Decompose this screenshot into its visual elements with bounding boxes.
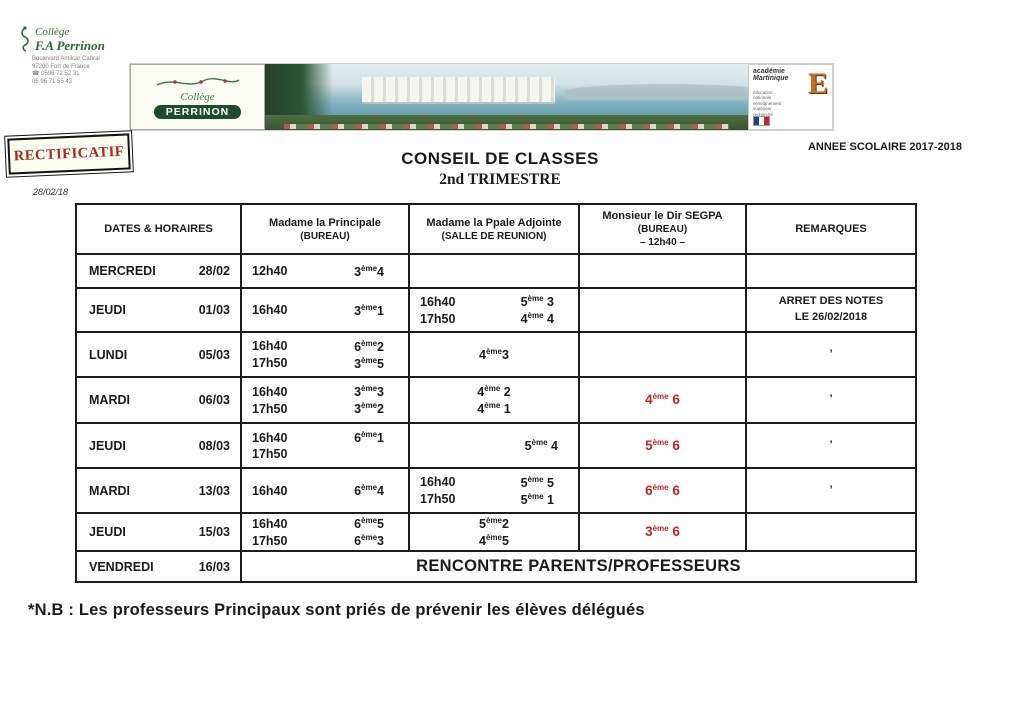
- cell-day: MERCREDI: [89, 264, 156, 279]
- academie-small-line: nationale: [753, 95, 772, 101]
- academie-label: académie: [753, 68, 785, 75]
- cell-segpa: [579, 288, 746, 332]
- footer-note: *N.B : Les professeurs Principaux sont priés de prévenir les élèves délégués: [28, 601, 645, 619]
- banner-school-name: PERRINON: [154, 105, 241, 119]
- cell-segpa: [579, 254, 746, 288]
- academie-small-line: recherche: [753, 111, 774, 117]
- entry-class: 4ème 4: [520, 311, 554, 327]
- schedule-entry: [410, 532, 578, 549]
- entry-class: 4ème3: [479, 347, 509, 363]
- schedule-entry: [242, 355, 408, 372]
- cell-segpa: [579, 468, 746, 513]
- academie-region: Martinique: [753, 75, 789, 82]
- table-row: [76, 468, 916, 513]
- entry-class: 6ème3: [354, 533, 384, 549]
- school-year-label: ANNEE SCOLAIRE 2017-2018: [807, 141, 962, 153]
- cell-principale: [241, 254, 409, 288]
- column-header-line: (BUREAU): [637, 224, 688, 236]
- entry-class: 4ème 1: [477, 401, 511, 417]
- entry-class: 6ème5: [354, 516, 384, 532]
- cell-dates: [76, 468, 241, 513]
- cell-segpa: [579, 423, 746, 468]
- cell-day: VENDREDI: [89, 559, 154, 574]
- cell-date: 08/03: [198, 438, 230, 453]
- column-header-line: DATES & HORAIRES: [104, 223, 213, 235]
- schedule-entry: [242, 400, 408, 417]
- rectificatif-stamp: [7, 133, 130, 174]
- cell-date: 01/03: [198, 303, 230, 318]
- page-title: CONSEIL DE CLASSES: [401, 149, 599, 168]
- schedule-entry: [410, 400, 578, 417]
- entry-time: 16h40: [252, 483, 288, 498]
- college-name-line1: Collège: [35, 26, 70, 38]
- cell-remarques: [746, 332, 916, 377]
- cell-adjointe: [409, 513, 579, 551]
- schedule-entry: [410, 293, 578, 310]
- schedule-table: [75, 203, 917, 583]
- schedule-entry: [242, 446, 408, 462]
- cell-adjointe: [409, 332, 579, 377]
- cell-dates: [76, 423, 241, 468]
- column-header-line: REMARQUES: [795, 223, 867, 235]
- schedule-entry: [410, 437, 578, 454]
- schedule-entry: [242, 338, 408, 355]
- french-flag-icon: [753, 116, 770, 126]
- cell-remarques: [746, 423, 916, 468]
- entry-time: 16h40: [252, 303, 288, 318]
- school-panorama-photo: [265, 64, 748, 130]
- cell-adjointe: [409, 377, 579, 423]
- cell-adjointe: [409, 423, 579, 468]
- entry-time: 12h40: [252, 264, 288, 279]
- segpa-class: 6ème 6: [645, 482, 680, 498]
- academie-small-line: éducation: [753, 90, 773, 96]
- college-address: [32, 56, 138, 86]
- cell-day: JEUDI: [89, 303, 126, 318]
- schedule-entry: [410, 474, 578, 491]
- schedule-entry: [410, 515, 578, 532]
- table-header-row: [76, 204, 916, 254]
- cell-day: MARDI: [89, 393, 130, 408]
- cell-date: 16/03: [198, 559, 230, 574]
- entry-time: 16h40: [252, 339, 288, 354]
- remark-line: ’: [829, 347, 833, 360]
- column-header: [241, 204, 409, 254]
- cell-day: MARDI: [89, 483, 130, 498]
- college-address-line: ☎ 0596 72 52 31: [32, 71, 80, 77]
- table-row: [76, 551, 916, 582]
- entry-class: 4ème5: [479, 533, 509, 549]
- cell-remarques: [746, 377, 916, 423]
- column-header-line: (SALLE DE REUNION): [441, 230, 547, 242]
- schedule-table-body: [76, 254, 916, 582]
- entry-class: 3ème2: [354, 401, 384, 417]
- entry-class: 6ème2: [354, 338, 384, 354]
- column-header: [76, 204, 241, 254]
- college-logo-icon: [18, 26, 32, 52]
- entry-time: 16h40: [420, 475, 456, 490]
- academie-small-line: supérieur: [753, 106, 772, 112]
- cell-day: JEUDI: [89, 525, 126, 540]
- schedule-entry: [242, 429, 408, 446]
- column-header-line: Monsieur le Dir SEGPA: [602, 210, 723, 222]
- cell-date: 28/02: [198, 264, 230, 279]
- schedule-entry: [242, 263, 408, 280]
- academie-small-line: enseignement: [753, 100, 782, 106]
- photo-school-building: [362, 77, 555, 102]
- cell-segpa: [579, 332, 746, 377]
- cell-date: 15/03: [198, 525, 230, 540]
- entry-class: 6ème4: [354, 483, 384, 499]
- cell-remarques: [746, 288, 916, 332]
- table-row: [76, 288, 916, 332]
- table-row: [76, 423, 916, 468]
- entry-time: 17h50: [420, 311, 456, 326]
- schedule-entry: [410, 383, 578, 400]
- entry-class: 3ème4: [354, 263, 384, 279]
- cell-dates: [76, 332, 241, 377]
- remark-line: ’: [829, 483, 833, 496]
- academie-logo-block: [748, 64, 833, 130]
- schedule-entry: [410, 491, 578, 508]
- rectificatif-text: RECTIFICATIF: [13, 143, 125, 164]
- column-header: [579, 204, 746, 254]
- entry-class: 3ème5: [354, 355, 384, 371]
- cell-dates: [76, 288, 241, 332]
- table-row: [76, 254, 916, 288]
- entry-class: 5ème 5: [520, 474, 554, 490]
- cell-principale: [241, 288, 409, 332]
- cell-dates: [76, 254, 241, 288]
- column-header-line: – 12h40 –: [639, 237, 686, 249]
- cell-date: 13/03: [198, 483, 230, 498]
- entry-class: 3ème1: [354, 302, 384, 318]
- stamp-date: 28/02/18: [33, 187, 69, 197]
- college-name-line2: F.A Perrinon: [35, 38, 105, 53]
- table-row: [76, 332, 916, 377]
- remark-line: ’: [829, 393, 833, 406]
- page-subtitle: 2nd TRIMESTRE: [439, 171, 561, 188]
- photo-market-stalls: [284, 124, 728, 129]
- schedule-entry: [410, 310, 578, 327]
- vine-decoration-icon: [153, 76, 243, 89]
- cell-adjointe: [409, 288, 579, 332]
- cell-dates: [76, 377, 241, 423]
- schedule-entry: [242, 482, 408, 499]
- entry-class: 5ème 3: [520, 294, 554, 310]
- cell-principale: [241, 423, 409, 468]
- cell-dates: [76, 513, 241, 551]
- remark-line: ARRET DES NOTES: [778, 295, 884, 308]
- table-row: [76, 377, 916, 423]
- entry-class: 5ème 4: [524, 438, 558, 454]
- cell-principale: [241, 377, 409, 423]
- entry-time: 17h50: [252, 356, 288, 371]
- cell-day: LUNDI: [89, 347, 128, 362]
- schedule-entry: [242, 532, 408, 549]
- entry-class: 4ème 2: [477, 384, 511, 400]
- entry-class: 5ème2: [479, 516, 509, 532]
- cell-adjointe: [409, 468, 579, 513]
- cell-principale: [241, 332, 409, 377]
- entry-time: 17h50: [252, 401, 288, 416]
- entry-class: 6ème1: [354, 430, 384, 446]
- segpa-class: 3ème 6: [645, 524, 680, 540]
- column-header: [409, 204, 579, 254]
- header-banner: [130, 64, 833, 130]
- academie-e-icon: E: [807, 67, 828, 100]
- entry-time: 16h40: [252, 516, 288, 531]
- college-address-line: Boulevard Amilcar Cabral: [32, 56, 100, 62]
- cell-day: JEUDI: [89, 438, 126, 453]
- segpa-class: 4ème 6: [645, 392, 680, 408]
- school-banner-logo: [130, 64, 265, 130]
- entry-time: 16h40: [420, 294, 456, 309]
- cell-remarques: [746, 513, 916, 551]
- column-header-line: Madame la Ppale Adjointe: [426, 216, 562, 229]
- entry-time: 17h50: [252, 447, 288, 462]
- photo-hill: [564, 84, 748, 100]
- college-address-line: 97200 Fort de France: [32, 63, 90, 70]
- schedule-entry: [410, 346, 578, 363]
- cell-segpa: [579, 513, 746, 551]
- cell-dates: [76, 551, 241, 582]
- cell-adjointe: [409, 254, 579, 288]
- remark-line: ’: [829, 438, 833, 451]
- remark-line: LE 26/02/2018: [794, 311, 868, 324]
- column-header-line: Madame la Principale: [269, 216, 381, 229]
- column-header-line: (BUREAU): [300, 230, 350, 242]
- schedule-entry: [242, 383, 408, 400]
- segpa-class: 5ème 6: [645, 437, 680, 453]
- entry-time: 17h50: [420, 492, 456, 507]
- schedule-entry: [242, 302, 408, 319]
- cell-date: 05/03: [198, 347, 230, 362]
- academie-small-text: [753, 90, 781, 117]
- schedule-table-head: [76, 204, 916, 254]
- cell-principale: [241, 468, 409, 513]
- cell-date: 06/03: [198, 393, 230, 408]
- college-address-line: 05 96 71 55 43: [32, 78, 73, 85]
- entry-time: 16h40: [252, 384, 288, 399]
- entry-class: 5ème 1: [520, 491, 554, 507]
- cell-segpa: [579, 377, 746, 423]
- table-row: [76, 513, 916, 551]
- college-logo-block: [18, 26, 138, 86]
- entry-time: 17h50: [252, 533, 288, 548]
- cell-principale: [241, 513, 409, 551]
- cell-merged: RENCONTRE PARENTS/PROFESSEURS: [241, 551, 916, 582]
- column-header: [746, 204, 916, 254]
- entry-class: 3ème3: [354, 384, 384, 400]
- banner-college-script: Collège: [180, 90, 215, 103]
- cell-remarques: [746, 468, 916, 513]
- schedule-entry: [242, 515, 408, 532]
- cell-remarques: [746, 254, 916, 288]
- entry-time: 16h40: [252, 430, 288, 445]
